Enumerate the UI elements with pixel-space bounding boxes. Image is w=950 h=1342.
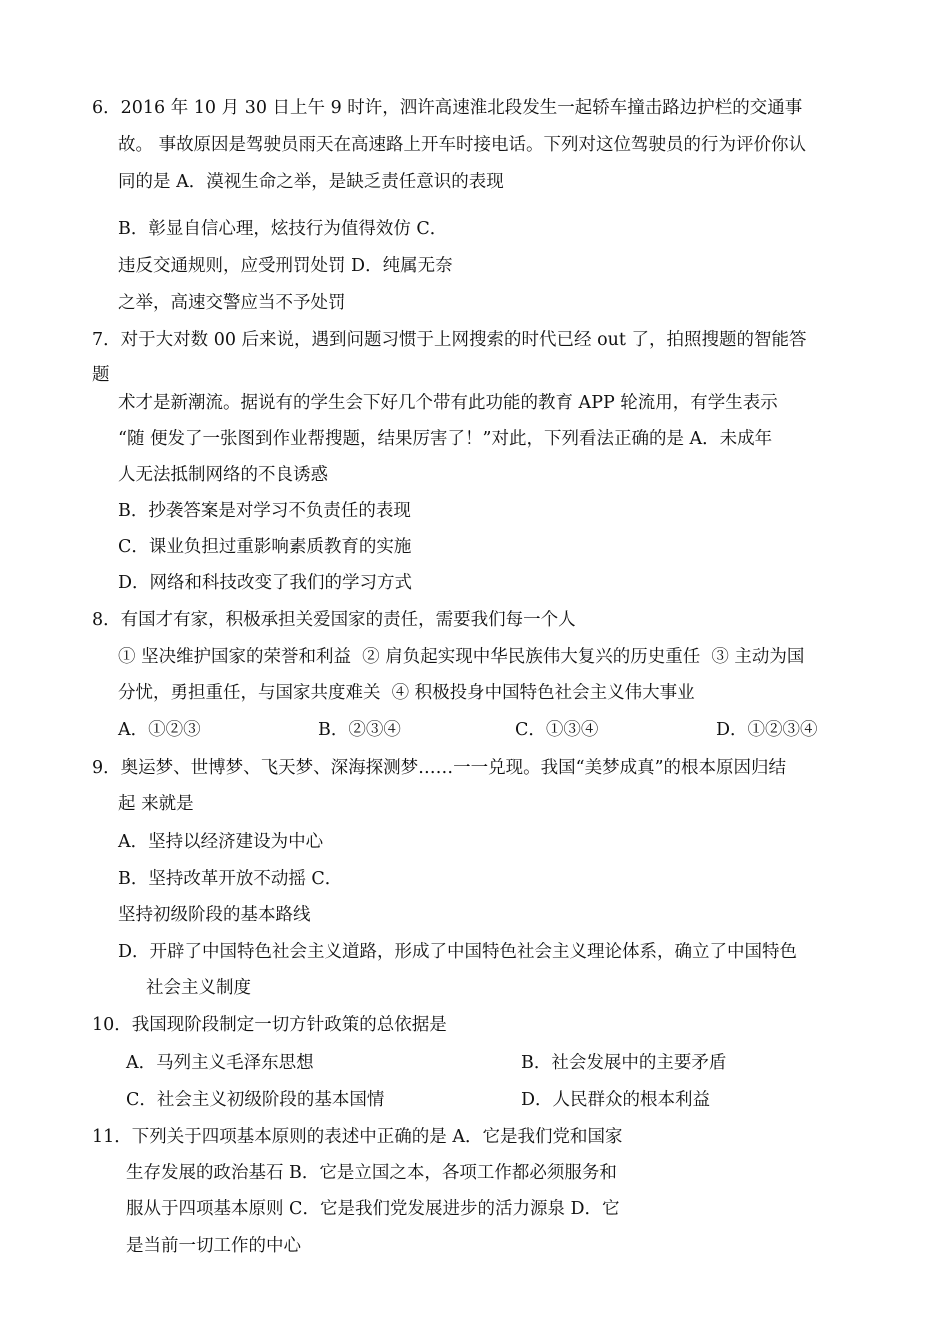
q6-line-6: 之举，高速交警应当不予处罚 xyxy=(118,293,346,313)
q7-option-b: B．抄袭答案是对学习不负责任的表现 xyxy=(118,501,411,521)
q8-line-1: 8．有国才有家，积极承担关爱国家的责任，需要我们每一个人 xyxy=(92,610,576,630)
q7-line-4: “随 便发了一张图到作业帮搜题，结果厉害了！”对此，下列看法正确的是 A．未成年 xyxy=(118,429,773,449)
q8-option-a: A．①②③ xyxy=(118,720,201,740)
q10-option-a: A．马列主义毛泽东思想 xyxy=(126,1053,314,1073)
q9-option-a: A．坚持以经济建设为中心 xyxy=(118,832,324,852)
q8-option-b: B．②③④ xyxy=(318,720,401,740)
q8-option-d: D．①②③④ xyxy=(716,720,818,740)
q9-line-2: 起 来就是 xyxy=(118,794,194,814)
q9-option-b: B．坚持改革开放不动摇 C． xyxy=(118,869,343,889)
q11-line-2: 生存发展的政治基石 B．它是立国之本，各项工作都必须服务和 xyxy=(126,1163,617,1183)
q7-line-3: 术才是新潮流。据说有的学生会下好几个带有此功能的教育 APP 轮流用，有学生表示 xyxy=(118,393,778,413)
q6-line-5: 违反交通规则，应受刑罚处罚 D．纯属无奈 xyxy=(118,256,453,276)
q7-option-c: C．课业负担过重影响素质教育的实施 xyxy=(118,537,412,557)
q11-line-3: 服从于四项基本原则 C．它是我们党发展进步的活力源泉 D．它 xyxy=(126,1199,620,1219)
q9-line-1: 9．奥运梦、世博梦、飞天梦、深海探测梦……一一兑现。我国“美梦成真”的根本原因归结 xyxy=(92,758,787,778)
q9-option-d-line-1: D．开辟了中国特色社会主义道路，形成了中国特色社会主义理论体系，确立了中国特色 xyxy=(118,942,798,962)
q8-line-2: ① 坚决维护国家的荣誉和利益 ② 肩负起实现中华民族伟大复兴的历史重任 ③ 主动为国 xyxy=(118,647,805,667)
q10-option-d: D．人民群众的根本利益 xyxy=(521,1090,711,1110)
q6-line-1: 6．2016 年 10 月 30 日上午 9 时许，泗许高速淮北段发生一起轿车撞击路边护栏的交通事 xyxy=(92,98,803,118)
q7-line-1: 7．对于大对数 00 后来说，遇到问题习惯于上网搜索的时代已经 out 了，拍照搜题的智能答 xyxy=(92,330,807,350)
q11-line-4: 是当前一切工作的中心 xyxy=(126,1236,301,1256)
q8-option-c: C．①③④ xyxy=(515,720,599,740)
q10-option-c: C．社会主义初级阶段的基本国情 xyxy=(126,1090,385,1110)
q7-line-2: 题 xyxy=(92,365,110,385)
q10-option-b: B．社会发展中的主要矛盾 xyxy=(521,1053,727,1073)
q9-option-d-line-2: 社会主义制度 xyxy=(146,978,251,998)
q7-line-5: 人无法抵制网络的不良诱惑 xyxy=(118,465,328,485)
q10-line-1: 10．我国现阶段制定一切方针政策的总依据是 xyxy=(92,1015,447,1035)
q11-line-1: 11．下列关于四项基本原则的表述中正确的是 A．它是我们党和国家 xyxy=(92,1127,623,1147)
q8-line-3: 分忧，勇担重任，与国家共度难关 ④ 积极投身中国特色社会主义伟大事业 xyxy=(118,683,695,703)
q7-option-d: D．网络和科技改变了我们的学习方式 xyxy=(118,573,413,593)
q6-line-4: B．彰显自信心理，炫技行为值得效仿 C． xyxy=(118,219,448,239)
q6-line-2: 故。 事故原因是驾驶员雨天在高速路上开车时接电话。下列对这位驾驶员的行为评价你认 xyxy=(118,135,807,155)
q6-line-3: 同的是 A．漠视生命之举，是缺乏责任意识的表现 xyxy=(118,172,504,192)
q9-option-c: 坚持初级阶段的基本路线 xyxy=(118,905,311,925)
